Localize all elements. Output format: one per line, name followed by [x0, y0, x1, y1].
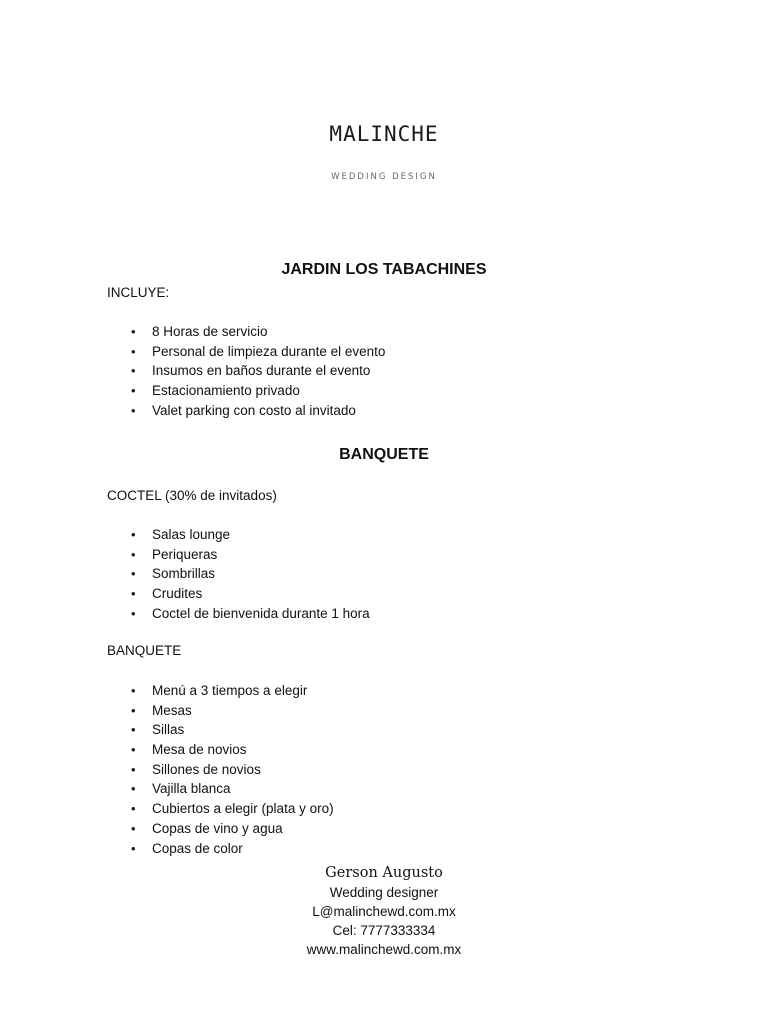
contact-name: Gerson Augusto — [325, 865, 443, 881]
coctel-list — [107, 525, 370, 623]
bullet-icon: • — [131, 781, 136, 797]
banquete-list — [107, 681, 334, 858]
bullet-icon: • — [131, 586, 136, 602]
list-item: • 8 Horas de servicio — [107, 322, 385, 342]
bullet-icon: • — [131, 820, 136, 836]
bullet-icon: • — [131, 683, 136, 698]
bullet-icon: • — [131, 324, 136, 339]
venue-includes-list — [107, 322, 385, 420]
contact-phone: Cel: 7777333334 — [332, 923, 436, 938]
venue-title: JARDIN LOS TABACHINES — [281, 261, 487, 278]
contact-role: Wedding designer — [329, 885, 439, 900]
list-item: • Mesas — [107, 701, 334, 721]
coctel-label: COCTEL (30% de invitados) — [107, 488, 277, 503]
list-item: • Insumos en baños durante el evento — [107, 361, 385, 381]
bullet-icon: • — [131, 402, 136, 418]
list-item: • Copas de vino y agua — [107, 819, 334, 839]
contact-email: L@malinchewd.com.mx — [312, 904, 456, 919]
list-item: • Periqueras — [107, 545, 370, 565]
bullet-icon: • — [131, 527, 136, 542]
list-item: • Mesa de novios — [107, 740, 334, 760]
list-item: • Salas lounge — [107, 525, 370, 545]
bullet-icon: • — [131, 343, 136, 359]
list-item: • Coctel de bienvenida durante 1 hora — [107, 604, 370, 624]
bullet-icon: • — [131, 383, 136, 399]
bullet-icon: • — [131, 546, 136, 562]
includes-label: INCLUYE: — [107, 285, 170, 300]
list-item: • Valet parking con costo al invitado — [107, 401, 385, 421]
brand-tagline: WEDDING DESIGN — [331, 172, 437, 182]
bullet-icon: • — [131, 801, 136, 817]
bullet-icon: • — [131, 742, 136, 758]
bullet-icon: • — [131, 722, 136, 738]
list-item: • Estacionamiento privado — [107, 381, 385, 401]
bullet-icon: • — [131, 761, 136, 777]
list-item: • Copas de color — [107, 839, 334, 859]
bullet-icon: • — [131, 840, 136, 856]
bullet-icon: • — [131, 605, 136, 621]
bullet-icon: • — [131, 566, 136, 582]
list-item: • Sombrillas — [107, 564, 370, 584]
brand-logo-name: MALINCHE — [329, 122, 439, 146]
list-item: • Vajilla blanca — [107, 779, 334, 799]
list-item: • Menú a 3 tiempos a elegir — [107, 681, 334, 701]
list-item: • Cubiertos a elegir (plata y oro) — [107, 799, 334, 819]
banquete-title: BANQUETE — [339, 446, 429, 463]
contact-website: www.malinchewd.com.mx — [306, 942, 462, 957]
bullet-icon: • — [131, 702, 136, 718]
bullet-icon: • — [131, 363, 136, 379]
list-item: • Crudites — [107, 584, 370, 604]
list-item: • Personal de limpieza durante el evento — [107, 342, 385, 362]
list-item: • Sillas — [107, 720, 334, 740]
contact-block — [0, 864, 768, 959]
list-item: • Sillones de novios — [107, 760, 334, 780]
banquete-label: BANQUETE — [107, 643, 182, 658]
